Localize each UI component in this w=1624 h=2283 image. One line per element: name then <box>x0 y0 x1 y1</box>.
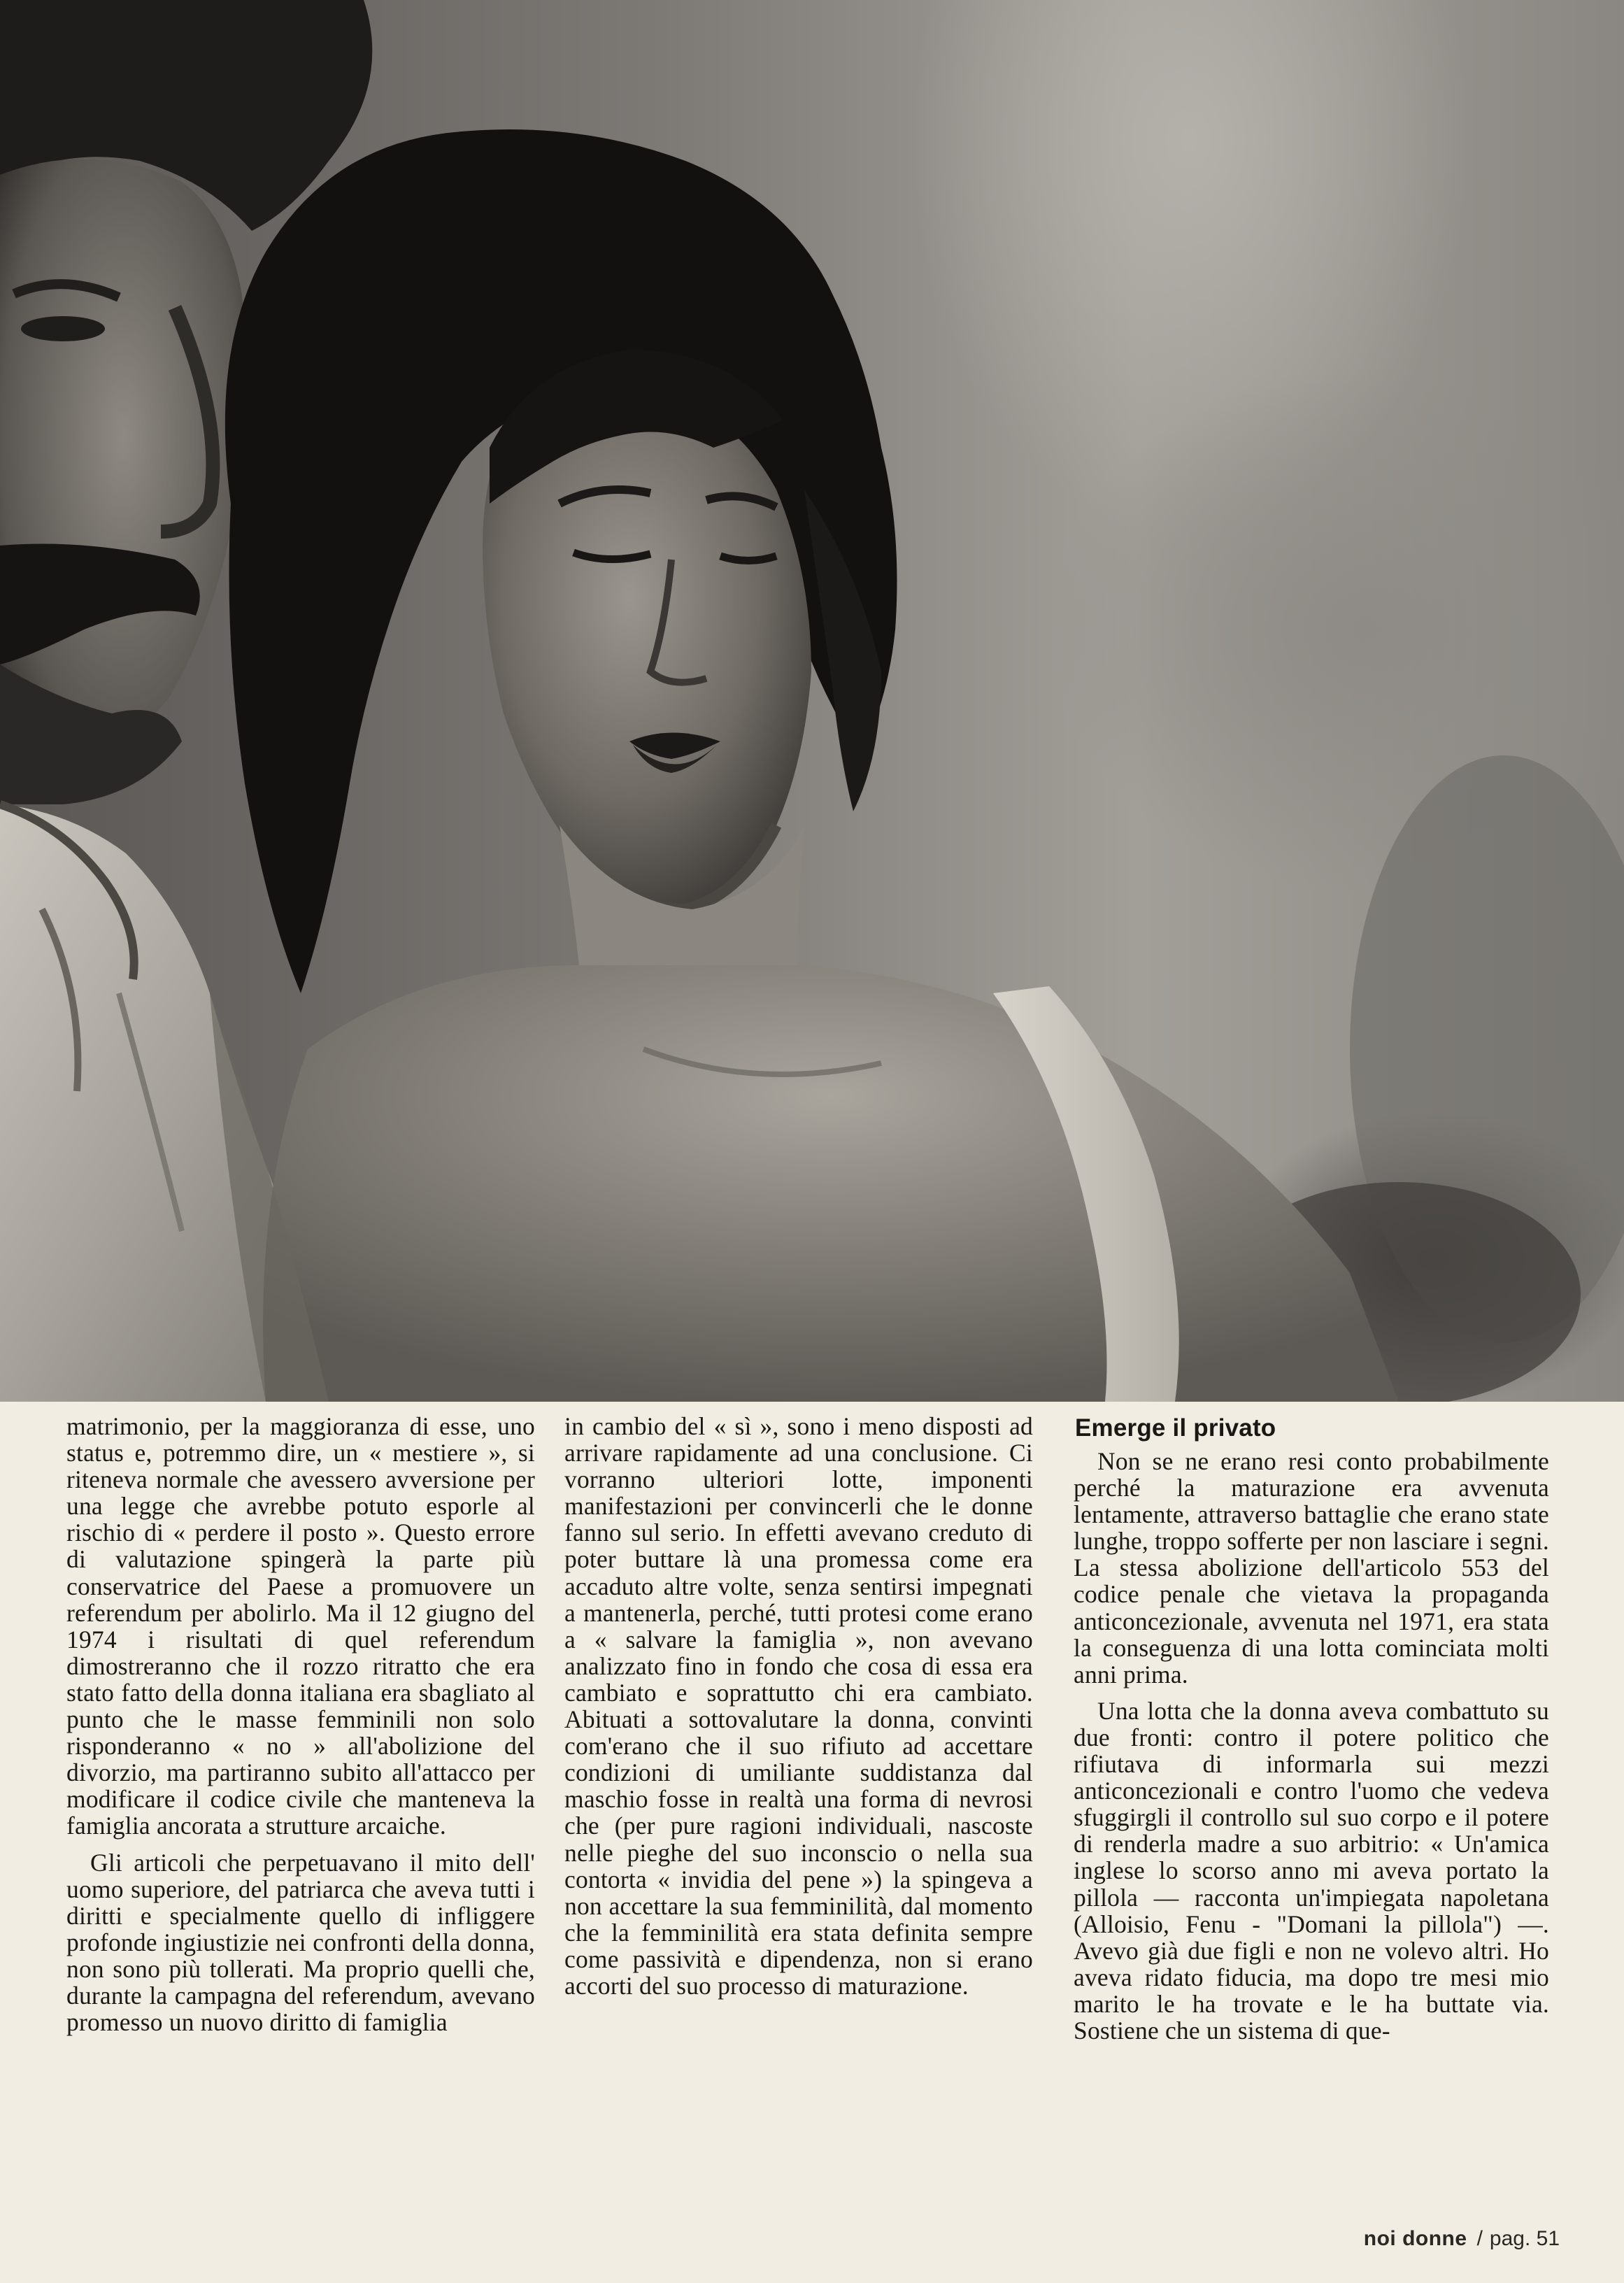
paragraph: Gli articoli che perpetuavano il mito dell' uomo superiore, del patriarca che aveva tutti i diritti e specialmente quello di infliggere profonde ingiustizie nei confronti della donna, non sono più tollerati. Ma proprio quelli che, durante la campagna del referendum, avevano promesso un nuovo diritto di famiglia <box>66 1848 535 2037</box>
page-number: pag. 51 <box>1489 2227 1560 2250</box>
paragraph: matrimonio, per la maggioranza di esse, uno status e, potremmo dire, un « mestiere », si riteneva normale che avessero avversione per una legge che avrebbe potuto esporle al rischio di « perdere il posto ». Questo errore di valutazione spingerà la parte più conservatrice del Paese a promuovere un referendum per abolirlo. Ma il 12 giugno del 1974 i risultati di quel referendum dimostreranno che il rozzo ritratto che era stato fatto della donna italiana era sbagliato al punto che le masse femminili non solo risponderanno « no » all'abolizione del divorzio, ma partiranno subito all'attacco per modificare il codice civile che manteneva la famiglia ancorata a strutture arcaiche. <box>66 1412 535 1840</box>
footer-separator: / <box>1476 2227 1483 2250</box>
text-column-2 <box>564 1413 1033 1999</box>
text-column-1 <box>66 1413 535 2035</box>
section-heading: Emerge il privato <box>1075 1414 1276 1442</box>
paragraph: in cambio del « sì », sono i meno disposti ad arrivare rapidamente ad una conclusione. Ci vorranno ulteriori lotte, imponenti manifestazioni per convincerli che le donne fanno sul serio. In effetti avevano creduto di poter buttare là una promessa come era accaduto altre volte, senza sentirsi impegnati a mantenerla, perché, tutti protesi come erano a « salvare la famiglia », non avevano analizzato fino in fondo che cosa di essa era cambiato e soprattutto chi era cambiato. Abituati a sottovalutare la donna, convinti com'erano che il suo rifiuto ad accettare condizioni di umiliante suddistanza dal maschio fosse in realtà una forma di nevrosi che (per pure ragioni individuali, nascoste nelle pieghe del suo inconscio o nella sua contorta « invidia del pene ») la spingeva a non accettare la sua femminilità, dal momento che la femminilità era stata definita sempre come passività e dipendenza, non si erano accorti del suo processo di maturazione. <box>564 1412 1033 2000</box>
page-footer <box>1364 2227 1560 2251</box>
magazine-name: noi donne <box>1363 2227 1467 2250</box>
paragraph: Non se ne erano resi conto probabilmente perché la maturazione era avvenuta lentamente, attraverso battaglie che erano state lunghe, troppo sofferte per non lasciare i segni. La stessa abolizione dell'articolo 553 del codice penale che vietava la propaganda anticoncezionale, avvenuta nel 1971, era stata la conseguenza di una lotta cominciata molti anni prima. <box>1074 1447 1549 1688</box>
paragraph: Una lotta che la donna aveva combattuto su due fronti: contro il potere politico che rifiutava di informarla sui mezzi anticoncezionali e contro l'uomo che vedeva sfuggirgli il controllo sul suo corpo e il potere di renderla madre a suo arbitrio: « Un'amica inglese lo scorso anno mi aveva portato la pillola — racconta un'impiegata napoletana (Alloisio, Fenu - "Domani la pillola") —. Avevo già due figli e non ne volevo altri. Ho aveva ridato fiducia, ma dopo tre mesi mio marito le ha trovate e le ha buttate via. Sostiene che un sistema di que- <box>1074 1696 1549 2044</box>
text-column-3 <box>1074 1413 1549 2044</box>
